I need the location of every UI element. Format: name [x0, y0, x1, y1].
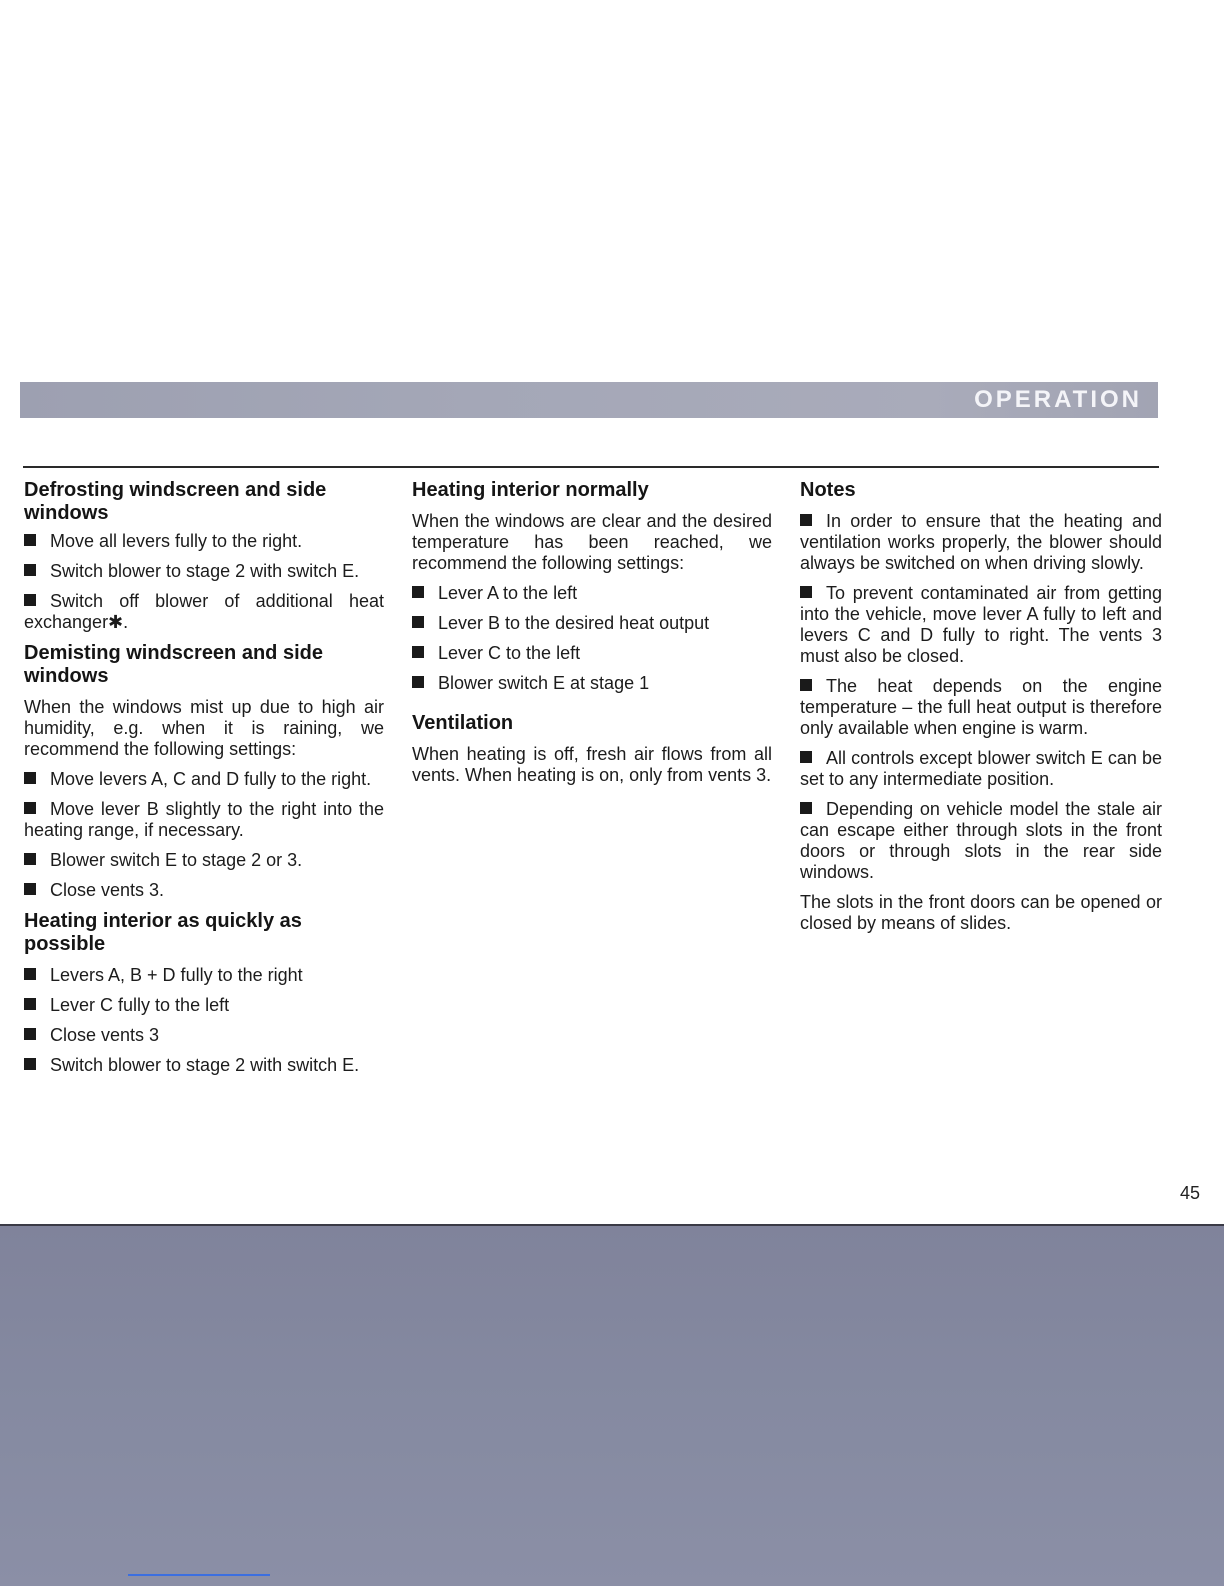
- bullet-icon: [24, 564, 36, 576]
- page-number: 45: [1179, 1183, 1200, 1203]
- top-rule: [23, 466, 1159, 468]
- heading-heating-quickly: Heating interior as quickly as possible: [24, 910, 302, 955]
- bullet-icon: [800, 802, 812, 814]
- bullet-icon: [412, 616, 424, 628]
- section-title: OPERATION: [974, 386, 1142, 413]
- bullet-icon: [412, 676, 424, 688]
- bullet-icon: [412, 586, 424, 598]
- bullet-icon: [24, 883, 36, 895]
- bullet-item: All controls except blower switch E can be set to any intermediate position.: [800, 748, 1162, 789]
- bullet-item: Close vents 3.: [24, 880, 384, 901]
- bullet-icon: [800, 586, 812, 598]
- paragraph: The slots in the front doors can be opened or closed by means of slides.: [800, 892, 1162, 933]
- bullet-icon: [24, 534, 36, 546]
- bullet-icon: [412, 646, 424, 658]
- paragraph: When heating is off, fresh air flows from all vents. When heating is on, only from vents 3.: [412, 744, 772, 785]
- paragraph: When the windows mist up due to high air humidity, e.g. when it is raining, we recommend the following settings:: [24, 697, 384, 759]
- bullet-icon: [24, 853, 36, 865]
- bullet-item: Switch off blower of additional heat exchanger✱.: [24, 591, 384, 632]
- heading-heating-normally: Heating interior normally: [412, 479, 649, 501]
- bullet-item: Lever C to the left: [412, 643, 772, 664]
- bullet-item: In order to ensure that the heating and ventilation works properly, the blower should always be switched on when driving slowly.: [800, 511, 1162, 573]
- bullet-item: Switch blower to stage 2 with switch E.: [24, 1055, 384, 1076]
- bullet-item: Lever C fully to the left: [24, 995, 384, 1016]
- bullet-item: Levers A, B + D fully to the right: [24, 965, 384, 986]
- bullet-icon: [800, 679, 812, 691]
- section-header-bar: [20, 382, 1158, 418]
- bullet-item: Lever B to the desired heat output: [412, 613, 772, 634]
- column-2: [412, 479, 772, 795]
- column-1: [24, 479, 384, 1085]
- paragraph: When the windows are clear and the desired temperature has been reached, we recommend the following settings:: [412, 511, 772, 573]
- bullet-icon: [24, 802, 36, 814]
- bullet-item: Move levers A, C and D fully to the right.: [24, 769, 384, 790]
- scan-background-band: [0, 1224, 1224, 1586]
- bullet-icon: [24, 968, 36, 980]
- bullet-item: Blower switch E at stage 1: [412, 673, 772, 694]
- bullet-icon: [24, 1058, 36, 1070]
- bullet-icon: [24, 1028, 36, 1040]
- bullet-item: The heat depends on the engine temperature – the full heat output is therefore only available when engine is warm.: [800, 676, 1162, 738]
- heading-demisting: Demisting windscreen and side windows: [24, 642, 323, 687]
- bullet-item: Blower switch E to stage 2 or 3.: [24, 850, 384, 871]
- bullet-icon: [24, 594, 36, 606]
- heading-notes: Notes: [800, 479, 856, 501]
- bullet-item: Close vents 3: [24, 1025, 384, 1046]
- bullet-item: To prevent contaminated air from getting into the vehicle, move lever A fully to left and levers C and D fully to right. The vents 3 must also be closed.: [800, 583, 1162, 666]
- bullet-icon: [800, 751, 812, 763]
- column-3: [800, 479, 1162, 943]
- bullet-item: Move all levers fully to the right.: [24, 531, 384, 552]
- bullet-item: Lever A to the left: [412, 583, 772, 604]
- heading-defrosting: Defrosting windscreen and side windows: [24, 479, 327, 524]
- heading-ventilation: Ventilation: [412, 712, 514, 734]
- bullet-item: Depending on vehicle model the stale air can escape either through slots in the front doors or through slots in the rear side windows.: [800, 799, 1162, 882]
- bullet-icon: [800, 514, 812, 526]
- bullet-icon: [24, 998, 36, 1010]
- bullet-item: Move lever B slightly to the right into the heating range, if necessary.: [24, 799, 384, 840]
- bullet-icon: [24, 772, 36, 784]
- link-underline: [128, 1574, 270, 1576]
- bullet-item: Switch blower to stage 2 with switch E.: [24, 561, 384, 582]
